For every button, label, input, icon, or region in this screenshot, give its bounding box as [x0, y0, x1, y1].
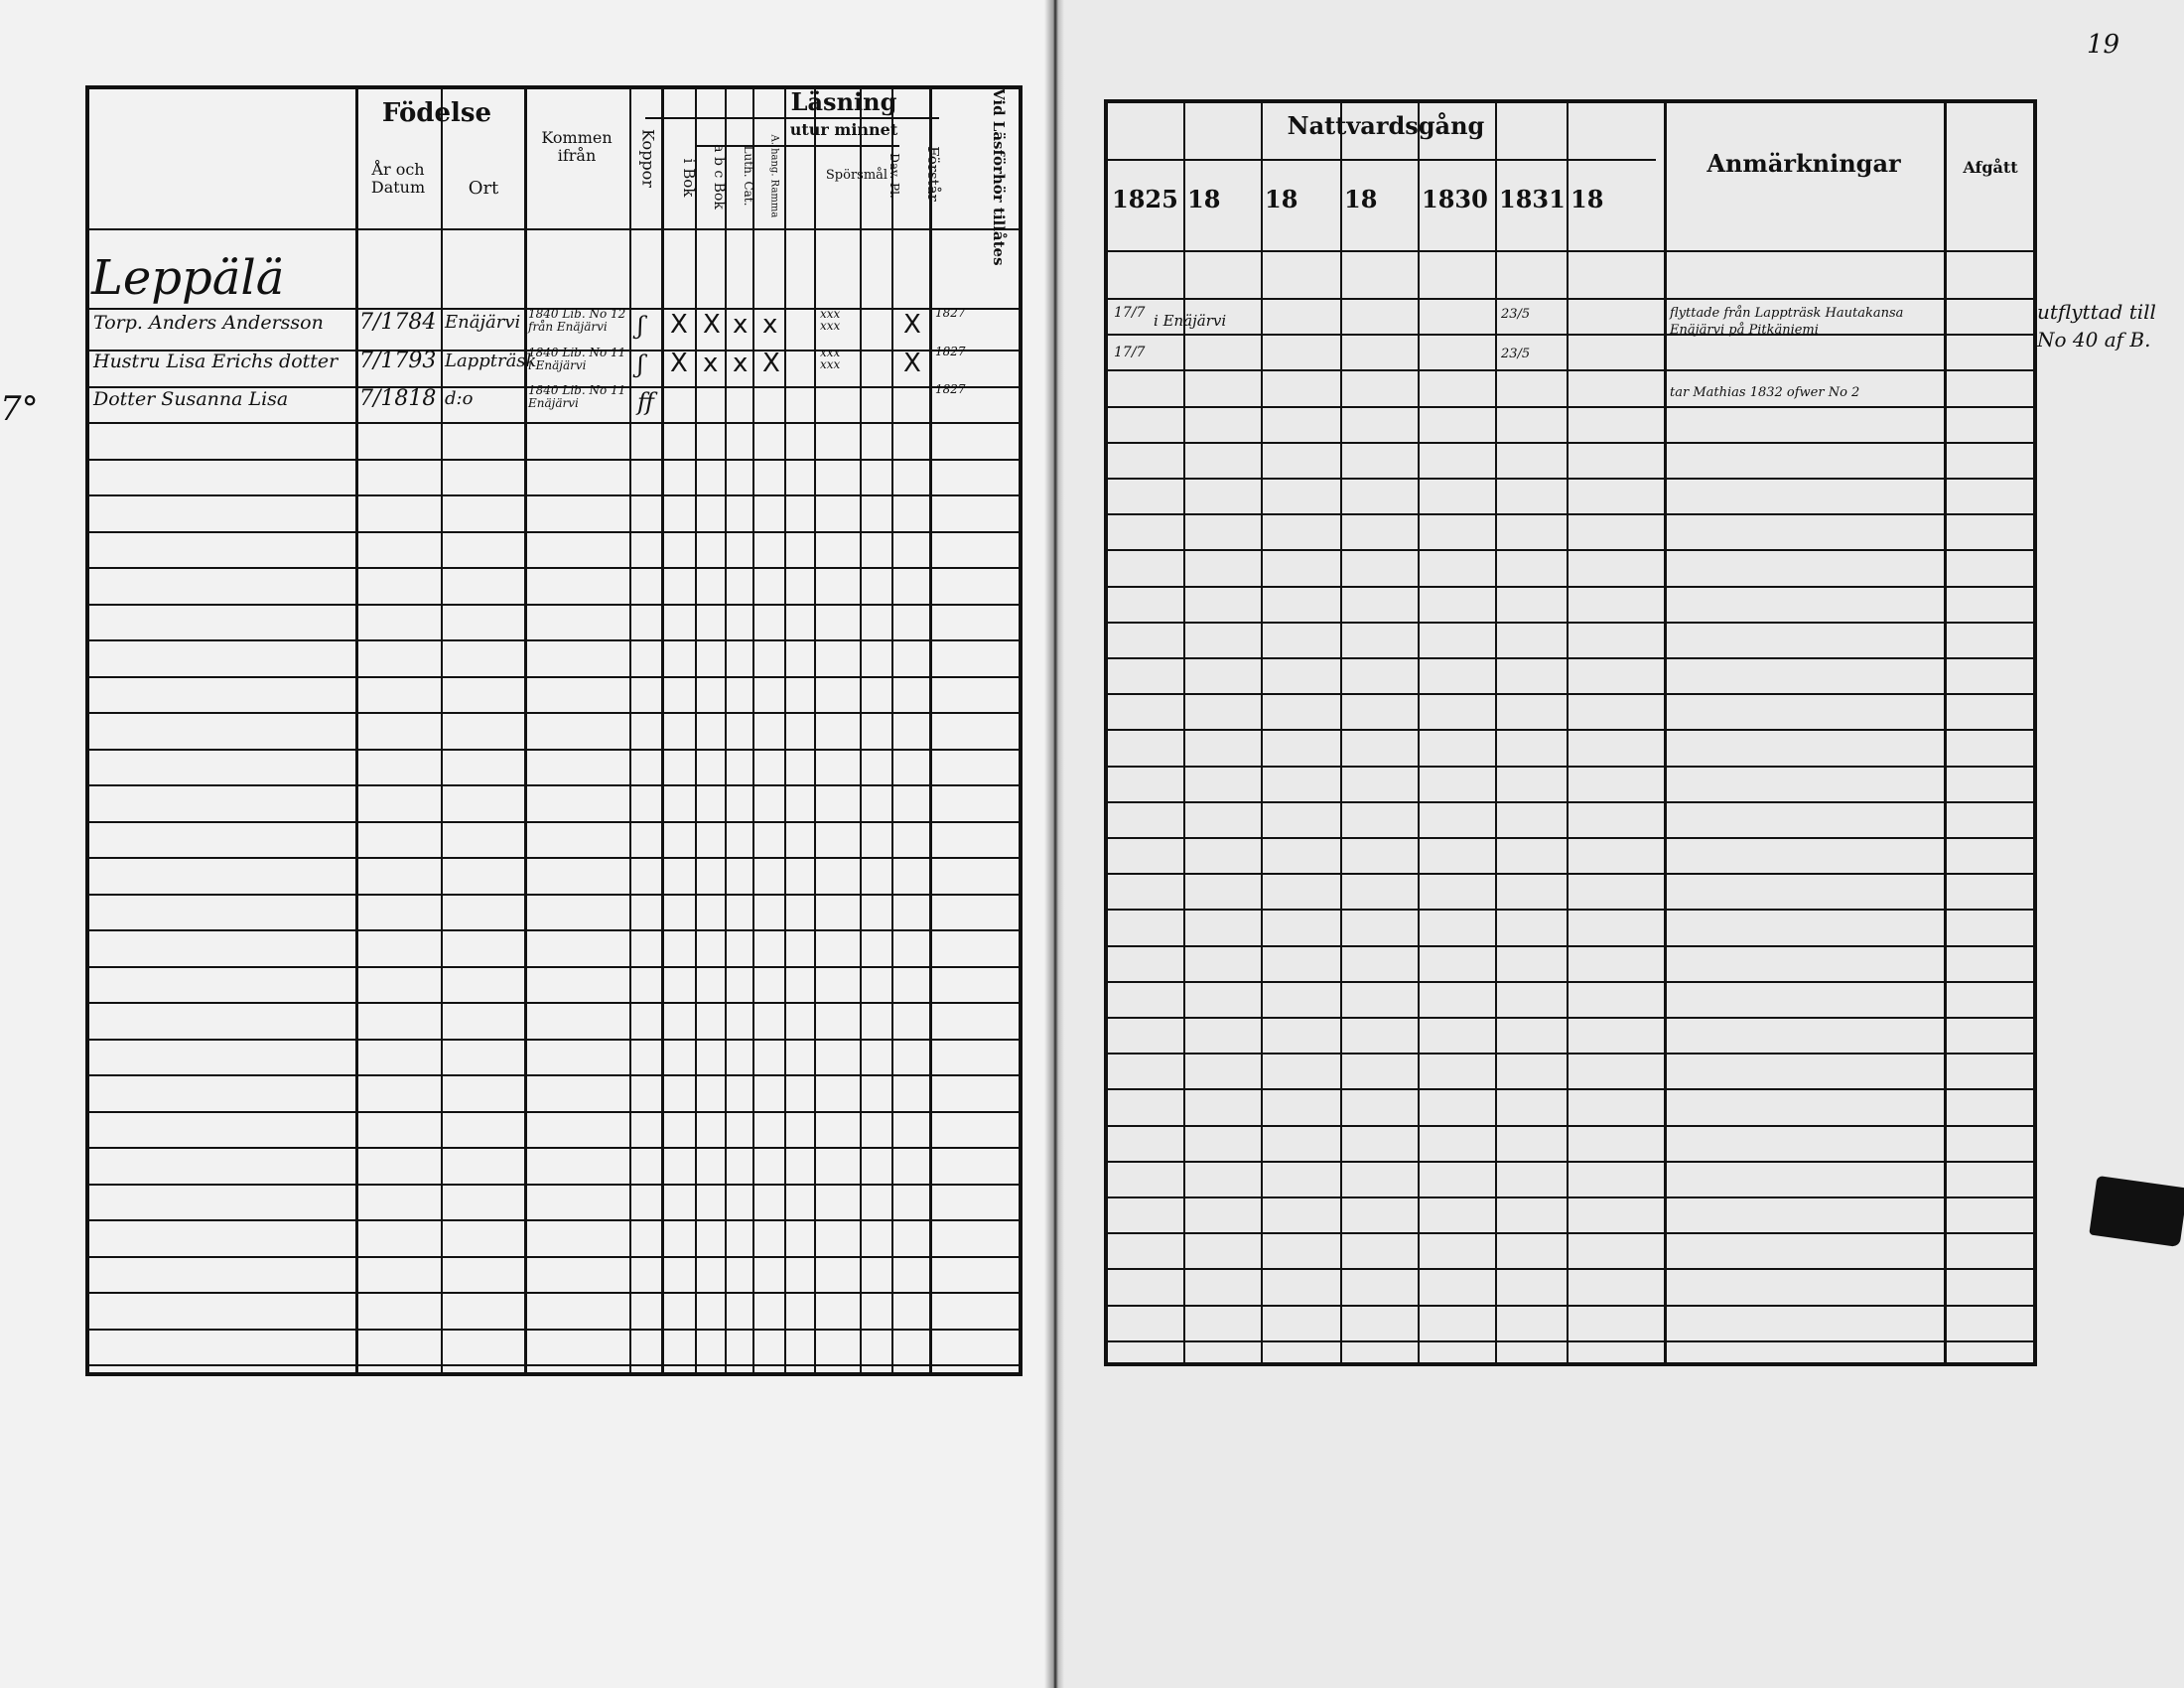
row-line — [1108, 873, 2033, 875]
kommen-header: Kommen ifrån — [541, 128, 613, 165]
entry-vid: 1827 — [935, 382, 966, 396]
row-line — [89, 1364, 1019, 1366]
entry-birth-year: 7/1784 — [359, 310, 437, 335]
nattvard-divider — [1108, 159, 1656, 161]
row-line — [1108, 981, 2033, 983]
year-header: 18 — [1265, 185, 1298, 213]
entry-birth-place: d:o — [445, 388, 474, 409]
row-line — [1108, 1232, 2033, 1234]
row-line — [1108, 657, 2033, 659]
column-line — [1418, 103, 1420, 1362]
entry-name: Torp. Anders Andersson — [93, 312, 324, 334]
vid-lasforhor-header: Vid Läsförhör tillåtes — [990, 88, 1008, 266]
entry-koppor: ʃ — [637, 312, 644, 340]
column-line — [929, 89, 932, 1372]
lasning-divider — [645, 117, 939, 119]
page-number: 19 — [2087, 30, 2120, 60]
afgatt-note: utflyttad till No 40 af B. — [2037, 300, 2156, 352]
forstar-header: Förstår — [924, 146, 942, 202]
column-line — [860, 89, 862, 1372]
reading-mark: x — [762, 310, 778, 340]
column-line — [355, 89, 358, 1372]
entry-vid: 1827 — [935, 344, 966, 358]
entry-birth-place: Lappträsk — [445, 350, 537, 371]
column-line — [752, 89, 754, 1372]
year-header: 1830 — [1422, 185, 1488, 213]
year-header: 18 — [1344, 185, 1378, 213]
abc-bok-header: a b c Bok — [711, 144, 727, 210]
fodelse-header: Födelse — [381, 98, 492, 128]
column-line — [891, 89, 893, 1372]
column-line — [695, 89, 697, 1372]
luth-cat-header: Luth. Cat. — [742, 145, 755, 207]
reading-mark: x — [733, 348, 749, 378]
row-line — [89, 712, 1019, 714]
column-line — [441, 89, 443, 1372]
row-line — [1108, 622, 2033, 624]
entry-forstar: X — [903, 310, 921, 340]
row-line — [89, 966, 1019, 968]
year-header: 1825 — [1112, 185, 1178, 213]
row-line — [89, 1111, 1019, 1113]
header-divider — [89, 228, 1019, 230]
remark: tar Mathias 1832 ofwer No 2 — [1670, 385, 1860, 400]
entry-vid: 1827 — [935, 306, 966, 320]
i-bok-header: i Bok — [680, 158, 698, 198]
sporsmal-header: Spörsmål — [825, 168, 888, 183]
row-line — [1108, 586, 2033, 588]
entry-name: Hustru Lisa Erichs dotter — [93, 350, 339, 372]
row-line — [89, 676, 1019, 678]
row-line — [1108, 1305, 2033, 1307]
row-line — [89, 1074, 1019, 1076]
column-line — [1944, 103, 1947, 1362]
row-line — [1108, 442, 2033, 444]
koppor-header: Koppor — [638, 129, 658, 188]
row-line — [1108, 369, 2033, 371]
communion-1831: 23/5 — [1501, 347, 1531, 361]
row-line — [1108, 513, 2033, 515]
row-line — [89, 1184, 1019, 1186]
year-header: 18 — [1187, 185, 1221, 213]
reading-mark: X — [762, 348, 780, 378]
utur-minnet-header: utur minnet — [789, 120, 898, 139]
left-page — [0, 0, 1052, 1688]
remark: flyttade från Lappträsk Hautakansa Enäjärvi på Pitkäniemi — [1670, 306, 1904, 338]
row-line — [1108, 1340, 2033, 1342]
entry-sporsmal: xxx xxx — [820, 345, 841, 371]
entry-sporsmal: xxx xxx — [820, 307, 841, 333]
row-line — [89, 531, 1019, 533]
row-line — [1108, 1161, 2033, 1163]
row-line — [1108, 549, 2033, 551]
column-line — [629, 89, 631, 1372]
column-line — [1567, 103, 1569, 1362]
year-header: 18 — [1570, 185, 1604, 213]
reading-mark: x — [733, 310, 749, 340]
row-line — [89, 929, 1019, 931]
column-line — [814, 89, 816, 1372]
row-line — [1108, 1125, 2033, 1127]
reading-mark: x — [703, 348, 719, 378]
row-line — [89, 1329, 1019, 1331]
row-line — [89, 821, 1019, 823]
margin-note: 7° — [0, 389, 39, 429]
afgatt-header: Afgått — [1963, 158, 2018, 177]
row-line — [1108, 1268, 2033, 1270]
reading-mark: X — [670, 310, 688, 340]
row-line — [1108, 837, 2033, 839]
column-line — [1664, 103, 1667, 1362]
entry-birth-place: Enäjärvi — [445, 312, 521, 333]
row-line — [89, 422, 1019, 424]
row-line — [1108, 729, 2033, 731]
row-line — [89, 494, 1019, 496]
nattvardsgang-header: Nattvardsgång — [1287, 111, 1485, 140]
column-line — [661, 89, 664, 1372]
communion-1831: 23/5 — [1501, 307, 1531, 322]
entry-from: 1840 Lib. No 12 från Enäjärvi — [528, 307, 626, 335]
entry-birth-year: 7/1793 — [359, 348, 437, 373]
anhang-header: A. hang. Ramma — [768, 134, 780, 218]
row-line — [89, 894, 1019, 896]
column-line — [524, 89, 527, 1372]
row-line — [1108, 1017, 2033, 1019]
row-line — [89, 857, 1019, 859]
entry-koppor: ff — [637, 388, 655, 416]
row-line — [89, 784, 1019, 786]
row-line — [1108, 478, 2033, 480]
ink-blot — [2089, 1176, 2184, 1247]
row-line — [89, 1002, 1019, 1004]
row-line — [1108, 298, 2033, 300]
entry-from: 1840 Lib. No 11 Enäjärvi — [528, 383, 626, 411]
row-line — [89, 639, 1019, 641]
entry-name: Dotter Susanna Lisa — [93, 388, 289, 410]
reading-mark: X — [703, 310, 721, 340]
entry-koppor: ʃ — [637, 350, 644, 378]
column-line — [784, 89, 786, 1372]
right-header-divider — [1108, 250, 2033, 252]
column-line — [725, 89, 727, 1372]
anmarkningar-header: Anmärkningar — [1706, 149, 1901, 178]
dav-pl-header: Dav. Pl. — [887, 153, 901, 199]
row-line — [89, 459, 1019, 461]
row-line — [1108, 945, 2033, 947]
row-line — [89, 749, 1019, 751]
right-register-table — [1104, 99, 2037, 1366]
row-line — [1108, 1088, 2033, 1090]
row-line — [89, 1292, 1019, 1294]
row-line — [89, 1039, 1019, 1041]
left-register-table — [85, 85, 1023, 1376]
communion-place: i Enäjärvi — [1154, 312, 1227, 330]
row-line — [1108, 1053, 2033, 1055]
communion-date: 17/7 — [1114, 345, 1146, 360]
ar-och-datum-header: År och Datum — [370, 160, 426, 197]
row-line — [1108, 693, 2033, 695]
entry-forstar: X — [903, 348, 921, 378]
row-line — [1108, 801, 2033, 803]
column-line — [1261, 103, 1263, 1362]
row-line — [89, 1219, 1019, 1221]
row-line — [1108, 406, 2033, 408]
reading-mark: X — [670, 348, 688, 378]
book-gutter — [1044, 0, 1064, 1688]
row-line — [89, 1256, 1019, 1258]
row-line — [1108, 909, 2033, 911]
entry-from: 1840 Lib. No 11 i Enäjärvi — [528, 345, 626, 372]
row-line — [89, 567, 1019, 569]
right-page — [1064, 0, 2184, 1688]
communion-date: 17/7 — [1114, 305, 1146, 321]
row-line — [1108, 766, 2033, 768]
row-line — [89, 604, 1019, 606]
column-line — [1183, 103, 1185, 1362]
year-header: 1831 — [1499, 185, 1566, 213]
ort-header: Ort — [468, 178, 499, 199]
row-line — [1108, 1196, 2033, 1198]
section-title: Leppälä — [91, 250, 285, 306]
entry-birth-year: 7/1818 — [359, 386, 437, 411]
row-line — [89, 1147, 1019, 1149]
column-line — [1495, 103, 1497, 1362]
column-line — [1340, 103, 1342, 1362]
lasning-header: Läsning — [790, 87, 897, 116]
